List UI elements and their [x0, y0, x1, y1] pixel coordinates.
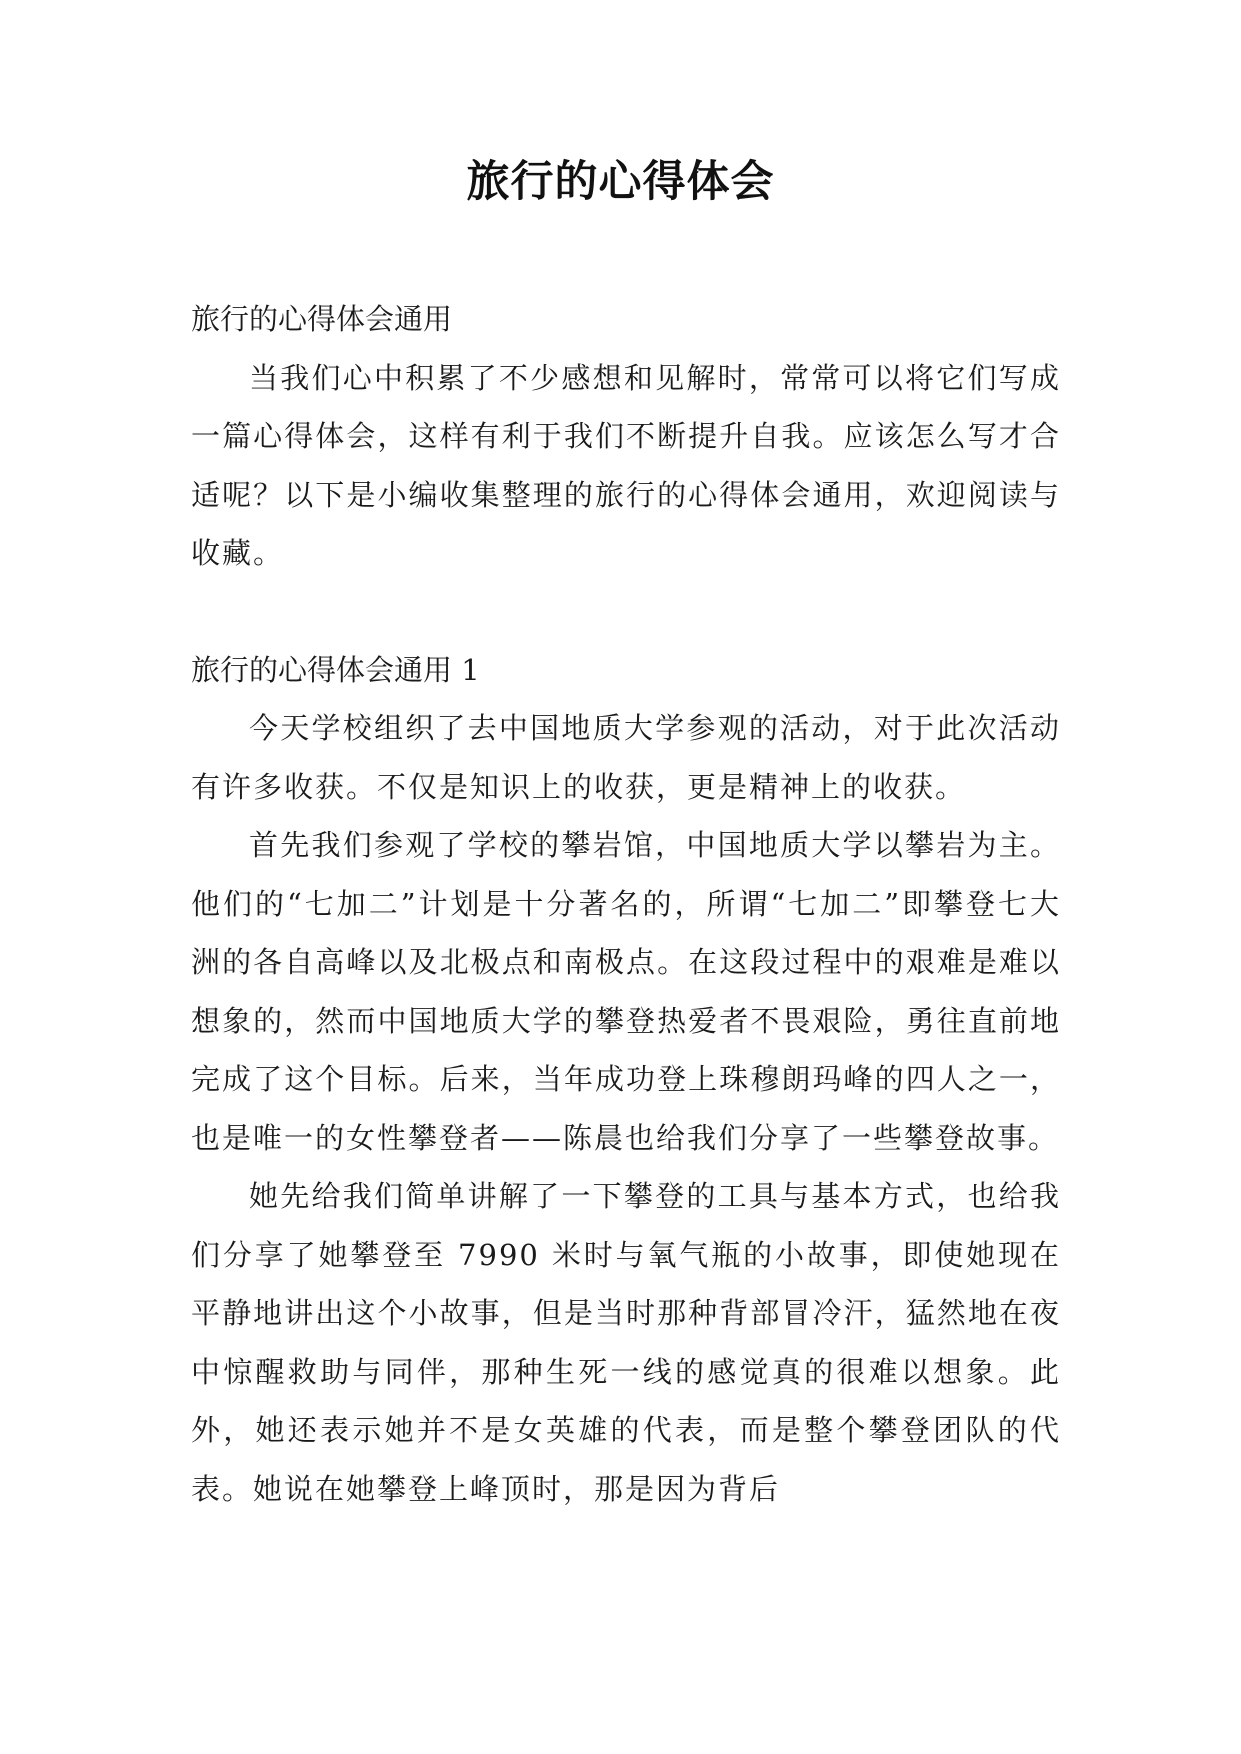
document-body — [191, 290, 1061, 1518]
intro-paragraph: 当我们心中积累了不少感想和见解时，常常可以将它们写成一篇心得体会，这样有利于我们不断提升自我。应该怎么写才合适呢？以下是小编收集整理的旅行的心得体会通用，欢迎阅读与收藏。 — [191, 360, 1061, 570]
section-1-paragraph-1: 今天学校组织了去中国地质大学参观的活动，对于此次活动有许多收获。不仅是知识上的收获，更是精神上的收获。 — [191, 711, 1061, 804]
section-1-paragraph-2: 首先我们参观了学校的攀岩馆，中国地质大学以攀岩为主。他们的“七加二”计划是十分著名的，所谓“七加二”即攀登七大洲的各自高峰以及北极点和南极点。在这段过程中的艰难是难以想象的，然而中国地质大学的攀登热爱者不畏艰险，勇往直前地完成了这个目标。后来，当年成功登上珠穆朗玛峰的四人之一，也是唯一的女性攀登者——陈晨也给我们分享了一些攀登故事。 — [191, 828, 1061, 1155]
section-1-paragraph-3: 她先给我们简单讲解了一下攀登的工具与基本方式，也给我们分享了她攀登至 7990 米时与氧气瓶的小故事，即使她现在平静地讲出这个小故事，但是当时那种背部冒冷汗，猛然地在夜中惊醒救助与同伴，那种生死一线的感觉真的很难以想象。此外，她还表示她并不是女英雄的代表，而是整个攀登团队的代表。她说在她攀登上峰顶时，那是因为背后 — [191, 1179, 1061, 1506]
section-1-heading: 旅行的心得体会通用 1 — [191, 652, 480, 687]
intro-heading: 旅行的心得体会通用 — [191, 302, 453, 336]
document-title: 旅行的心得体会 — [466, 157, 775, 207]
